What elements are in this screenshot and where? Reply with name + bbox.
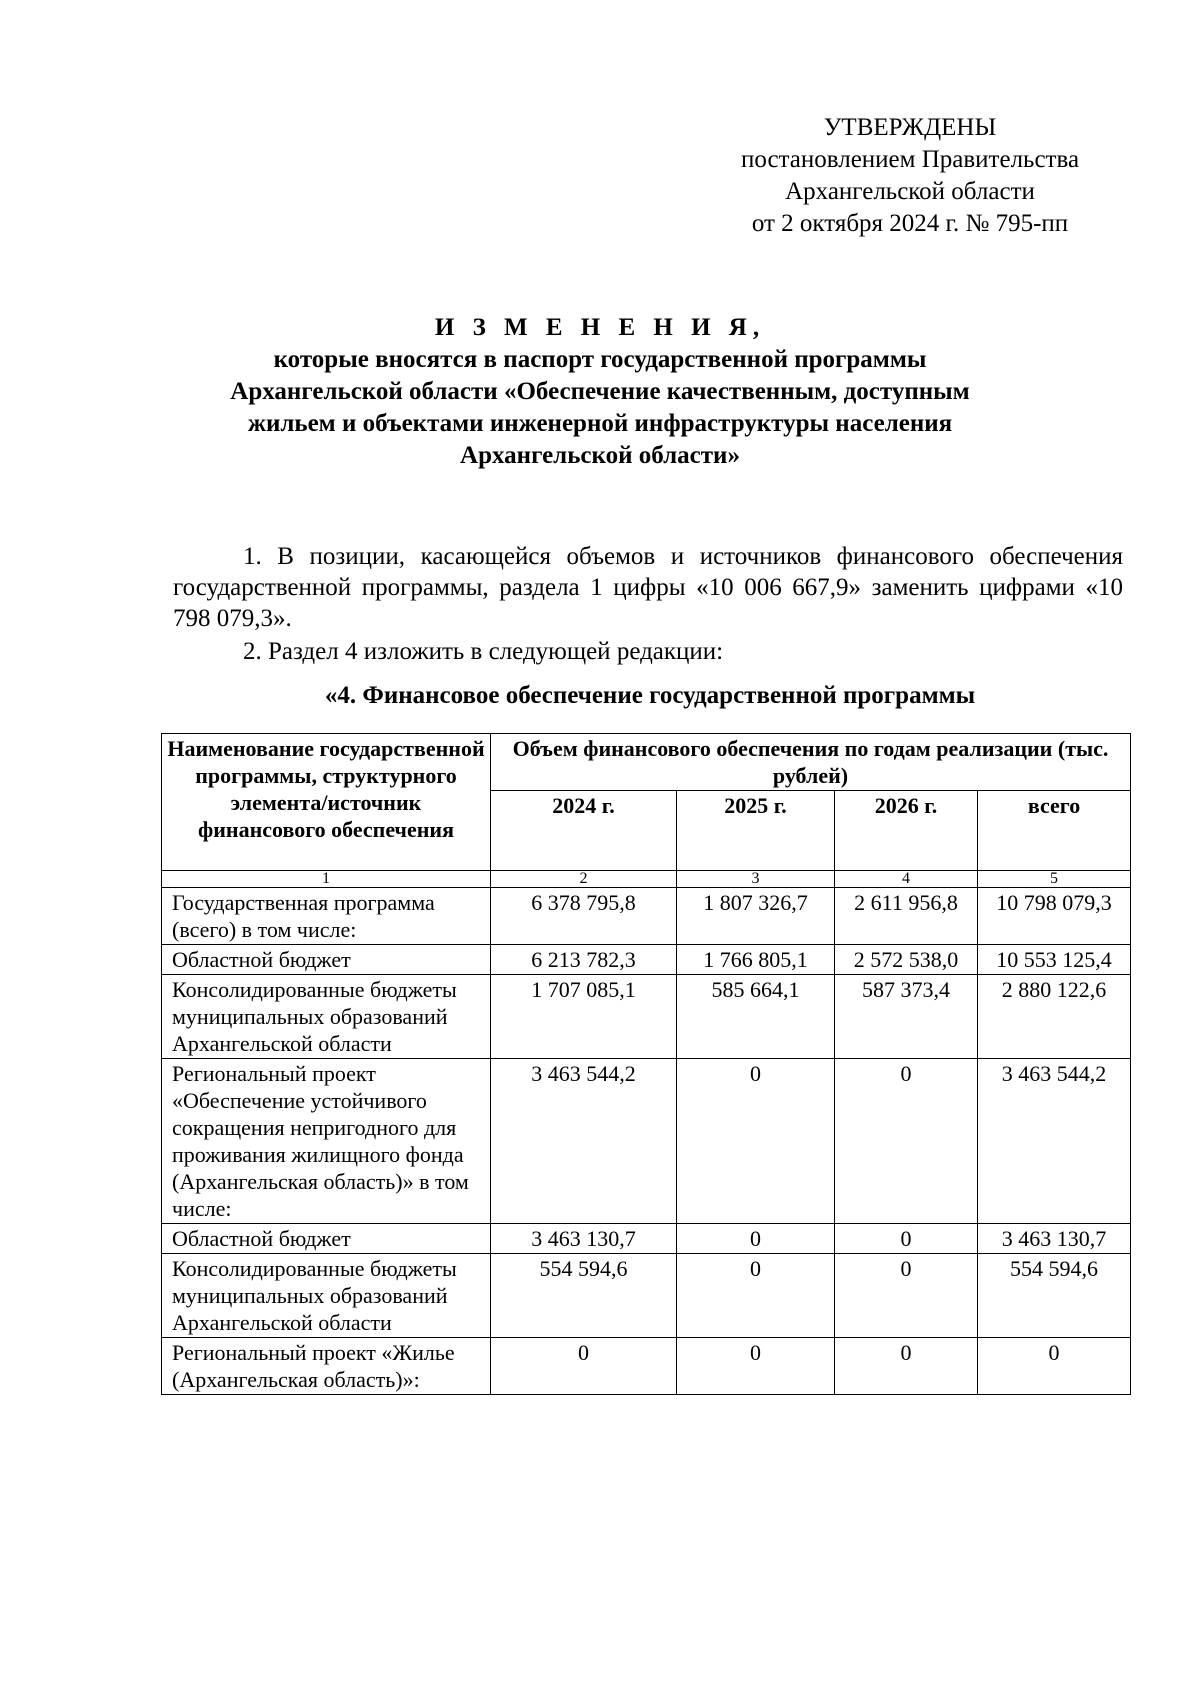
column-number: 4 bbox=[835, 871, 978, 888]
table-row bbox=[162, 1059, 1131, 1224]
approval-line: постановлением Правительства bbox=[740, 146, 1080, 173]
row-name: Областной бюджет bbox=[162, 1224, 491, 1254]
column-number: 3 bbox=[677, 871, 835, 888]
cell-2025: 0 bbox=[677, 1254, 835, 1338]
cell-2026: 587 373,4 bbox=[835, 975, 978, 1059]
approval-block bbox=[690, 112, 1130, 240]
title-line: Архангельской области «Обеспечение качественным, доступным bbox=[230, 378, 970, 405]
approval-line: Архангельской области bbox=[785, 178, 1035, 205]
cell-2026: 2 611 956,8 bbox=[835, 888, 978, 945]
approval-title: УТВЕРЖДЕНЫ bbox=[823, 114, 997, 141]
column-number: 5 bbox=[978, 871, 1131, 888]
row-name: Региональный проект «Жилье (Архангельская область)»: bbox=[162, 1338, 491, 1395]
cell-2026: 0 bbox=[835, 1059, 978, 1224]
table-row bbox=[162, 1254, 1131, 1338]
approval-date: от 2 октября 2024 г. № 795-пп bbox=[751, 210, 1069, 237]
paragraph-1-text: 1. В позиции, касающейся объемов и источников финансового обеспечения государственной программы, раздела 1 цифры «10 006 667,9» заменить цифрами «10 798 079,3». bbox=[173, 543, 1123, 632]
row-name: Государственная программа (всего) в том числе: bbox=[162, 888, 491, 945]
paragraph-1 bbox=[173, 541, 1123, 634]
cell-2024: 0 bbox=[491, 1338, 677, 1395]
row-name: Региональный проект «Обеспечение устойчивого сокращения непригодного для проживания жилищного фонда (Архангельская область)» в том числе: bbox=[162, 1059, 491, 1224]
table-row bbox=[162, 1224, 1131, 1254]
cell-total: 10 553 125,4 bbox=[978, 945, 1131, 975]
section-heading: «4. Финансовое обеспечение государственной программы bbox=[324, 682, 976, 709]
title-line: которые вносятся в паспорт государственной программы bbox=[273, 346, 927, 373]
header-total: всего bbox=[978, 791, 1131, 871]
table-header-row bbox=[162, 734, 1131, 791]
cell-total: 3 463 130,7 bbox=[978, 1224, 1131, 1254]
column-number: 2 bbox=[491, 871, 677, 888]
header-year-2024: 2024 г. bbox=[491, 791, 677, 871]
cell-2024: 554 594,6 bbox=[491, 1254, 677, 1338]
cell-2026: 2 572 538,0 bbox=[835, 945, 978, 975]
cell-total: 2 880 122,6 bbox=[978, 975, 1131, 1059]
cell-2024: 1 707 085,1 bbox=[491, 975, 677, 1059]
cell-2026: 0 bbox=[835, 1224, 978, 1254]
cell-2024: 6 213 782,3 bbox=[491, 945, 677, 975]
header-name-column: Наименование государственной программы, структурного элемента/источник финансового обеспечения bbox=[162, 734, 491, 871]
paragraph-2: 2. Раздел 4 изложить в следующей редакции: bbox=[243, 638, 724, 665]
title-line: жильем и объектами инженерной инфраструктуры населения bbox=[247, 410, 953, 437]
header-group: Объем финансового обеспечения по годам реализации (тыс. рублей) bbox=[491, 734, 1131, 791]
cell-2024: 6 378 795,8 bbox=[491, 888, 677, 945]
cell-2026: 0 bbox=[835, 1254, 978, 1338]
row-name: Консолидированные бюджеты муниципальных образований Архангельской области bbox=[162, 1254, 491, 1338]
cell-total: 10 798 079,3 bbox=[978, 888, 1131, 945]
cell-2025: 0 bbox=[677, 1059, 835, 1224]
cell-total: 3 463 544,2 bbox=[978, 1059, 1131, 1224]
header-year-2025: 2025 г. bbox=[677, 791, 835, 871]
cell-2024: 3 463 130,7 bbox=[491, 1224, 677, 1254]
table-row bbox=[162, 888, 1131, 945]
cell-2025: 585 664,1 bbox=[677, 975, 835, 1059]
title-heading: И З М Е Н Е Н И Я, bbox=[434, 314, 766, 341]
row-name: Консолидированные бюджеты муниципальных образований Архангельской области bbox=[162, 975, 491, 1059]
row-name: Областной бюджет bbox=[162, 945, 491, 975]
cell-2025: 0 bbox=[677, 1224, 835, 1254]
cell-2024: 3 463 544,2 bbox=[491, 1059, 677, 1224]
column-number: 1 bbox=[162, 871, 491, 888]
table-row bbox=[162, 975, 1131, 1059]
cell-2025: 1 766 805,1 bbox=[677, 945, 835, 975]
table-row bbox=[162, 945, 1131, 975]
cell-2026: 0 bbox=[835, 1338, 978, 1395]
document-title bbox=[100, 312, 1100, 472]
title-line: Архангельской области» bbox=[460, 442, 740, 469]
table-row bbox=[162, 1338, 1131, 1395]
cell-total: 0 bbox=[978, 1338, 1131, 1395]
financing-table bbox=[161, 733, 1131, 1395]
cell-total: 554 594,6 bbox=[978, 1254, 1131, 1338]
cell-2025: 1 807 326,7 bbox=[677, 888, 835, 945]
cell-2025: 0 bbox=[677, 1338, 835, 1395]
column-numbers-row bbox=[162, 871, 1131, 888]
header-year-2026: 2026 г. bbox=[835, 791, 978, 871]
